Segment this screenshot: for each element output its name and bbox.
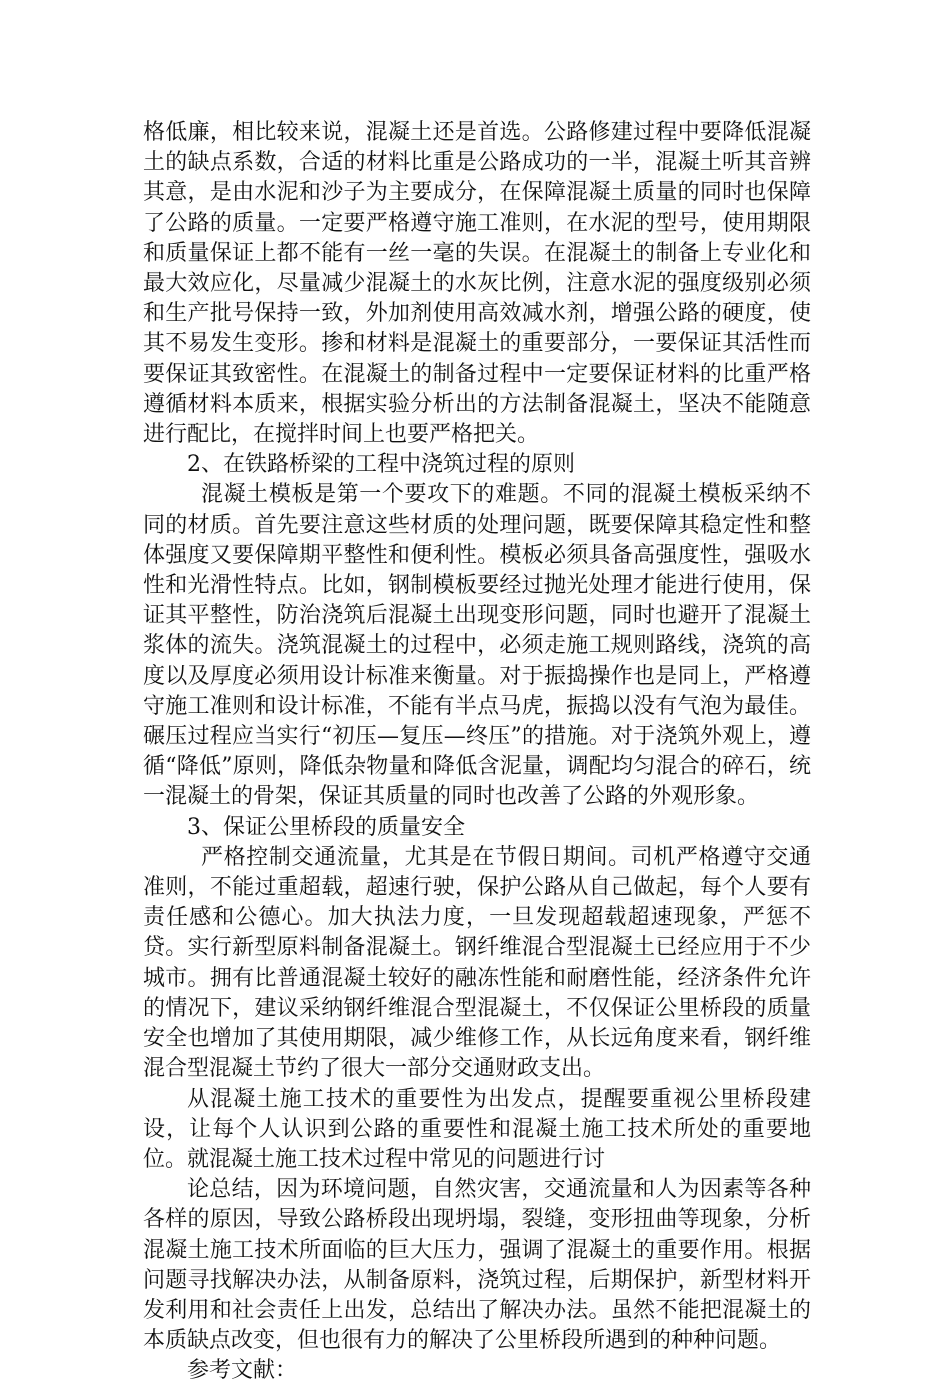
document-body xyxy=(143,118,811,1387)
section-heading-2: 2、在铁路桥梁的工程中浇筑过程的原则 xyxy=(187,452,575,478)
paragraph-formwork: 混凝土模板是第一个要攻下的难题。不同的混凝土模板采纳不同的材质。首先要注意这些材质的处理问题，既要保障其稳定性和整体强度又要保障期平整性和便利性。模板必须具备高强度性，强吸水性和光滑性特点。比如，钢制模板要经过抛光处理才能进行使用，保证其平整性，防治浇筑后混凝土出现变形问题，同时也避开了混凝土浆体的流失。浇筑混凝土的过程中，必须走施工规则路线，浇筑的高度以及厚度必须用设计标准来衡量。对于振捣操作也是同上，严格遵守施工准则和设计标准，不能有半点马虎，振捣以没有气泡为最佳。碾压过程应当实行“初压—复压—终压”的措施。对于浇筑外观上，遵循“降低”原则，降低杂物量和降低含泥量，调配均匀混合的碎石，统一混凝土的骨架，保证其质量的同时也改善了公路的外观形象。 xyxy=(143,482,811,810)
section-heading-3: 3、保证公里桥段的质量安全 xyxy=(187,814,465,840)
references-heading: 参考文献： xyxy=(187,1358,298,1384)
paragraph-materials: 格低廉，相比较来说，混凝土还是首选。公路修建过程中要降低混凝土的缺点系数，合适的材料比重是公路成功的一半，混凝土听其音辨其意，是由水泥和沙子为主要成分，在保障混凝土质量的同时也保障了公路的质量。一定要严格遵守施工准则，在水泥的型号，使用期限和质量保证上都不能有一丝一毫的失误。在混凝土的制备上专业化和最大效应化，尽量减少混凝土的水灰比例，注意水泥的强度级别必须和生产批号保持一致，外加剂使用高效减水剂，增强公路的硬度，使其不易发生变形。掺和材料是混凝土的重要部分，一要保证其活性而要保证其致密性。在混凝土的制备过程中一定要保证材料的比重严格遵循材料本质来，根据实验分析出的方法制备混凝土，坚决不能随意进行配比，在搅拌时间上也要严格把关。 xyxy=(143,120,811,448)
paragraph-importance: 从混凝土施工技术的重要性为出发点，提醒要重视公里桥段建设，让每个人认识到公路的重要性和混凝土施工技术所处的重要地位。就混凝土施工技术过程中常见的问题进行讨 xyxy=(143,1086,811,1172)
paragraph-traffic-control: 严格控制交通流量，尤其是在节假日期间。司机严格遵守交通准则，不能过重超载，超速行驶，保护公路从自己做起，每个人要有责任感和公德心。加大执法力度，一旦发现超载超速现象，严惩不贷。实行新型原料制备混凝土。钢纤维混合型混凝土已经应用于不少城市。拥有比普通混凝土较好的融冻性能和耐磨性能，经济条件允许的情况下，建议采纳钢纤维混合型混凝土，不仅保证公里桥段的质量安全也增加了其使用期限，减少维修工作，从长远角度来看，钢纤维混合型混凝土节约了很大一部分交通财政支出。 xyxy=(143,844,811,1082)
paragraph-conclusion: 论总结，因为环境问题，自然灾害，交通流量和人为因素等各种各样的原因，导致公路桥段出现坍塌，裂缝，变形扭曲等现象，分析混凝土施工技术所面临的巨大压力，强调了混凝土的重要作用。根据问题寻找解决办法，从制备原料，浇筑过程，后期保护，新型材料开发利用和社会责任上出发，总结出了解决办法。虽然不能把混凝土的本质缺点改变，但也很有力的解决了公里桥段所遇到的种种问题。 xyxy=(143,1177,811,1354)
